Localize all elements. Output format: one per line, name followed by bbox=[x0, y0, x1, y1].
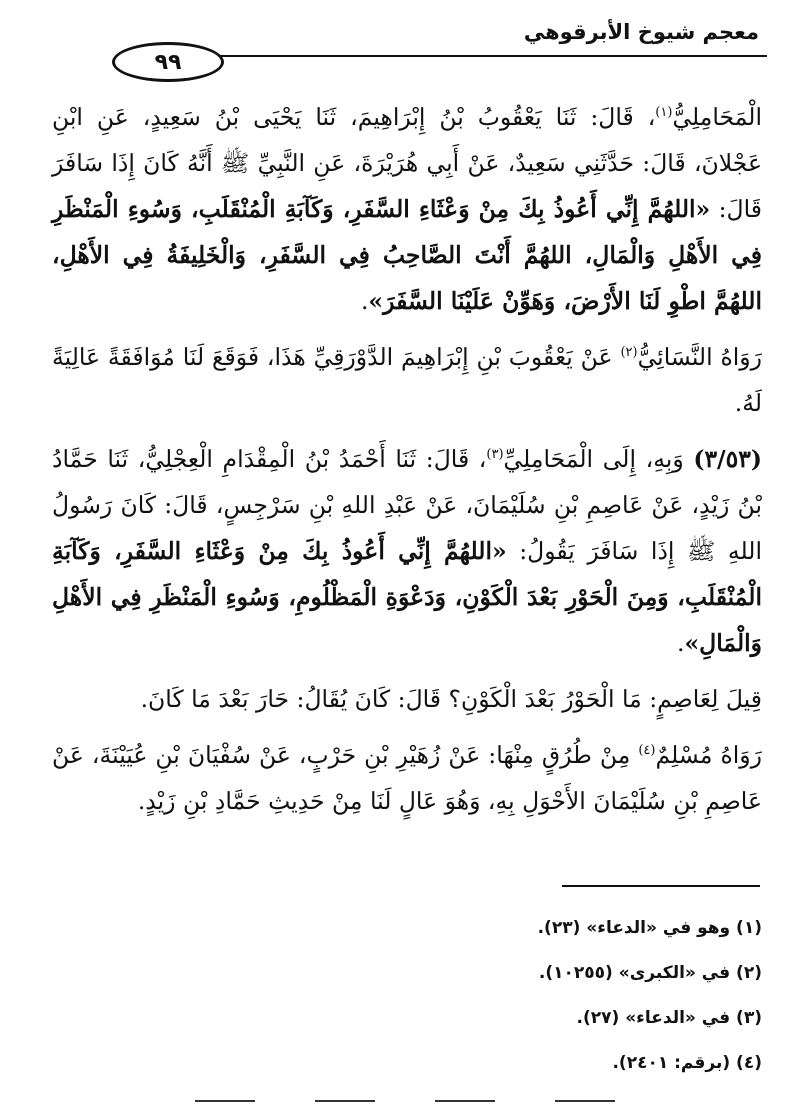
paragraph-3 bbox=[52, 436, 762, 666]
running-header bbox=[40, 12, 767, 75]
sentence-end: . bbox=[676, 629, 685, 657]
footnote-1: (١) وهو في «الدعاء» (٢٣). bbox=[537, 918, 762, 938]
book-title: معجم شيوخ الأبرقوهي bbox=[523, 20, 759, 44]
narrator-name: رَوَاهُ مُسْلِمٌ bbox=[655, 741, 762, 769]
footnote-ref-1: (١) bbox=[655, 105, 673, 121]
narrator-name: رَوَاهُ النَّسَائِيُّ bbox=[637, 343, 762, 371]
hadith-number: (٣/٥٣) bbox=[693, 445, 763, 473]
dash bbox=[315, 1100, 375, 1102]
footnote-ref-4: (٤) bbox=[638, 743, 656, 759]
paragraph-text: عَنْ يَعْقُوبَ بْنِ إِبْرَاهِيمَ الدَّوْرَقِيِّ هَذَا، فَوَقَعَ لَنَا مُوَافَقَةً عَالِيَةً لَهُ. bbox=[52, 343, 762, 417]
footnote-ref-3: (٣) bbox=[486, 447, 504, 463]
paragraph-1 bbox=[52, 94, 762, 324]
footnote-2: (٢) في «الكبرى» (١٠٢٥٥). bbox=[538, 963, 762, 983]
footnote-separator bbox=[562, 885, 760, 887]
paragraph-4 bbox=[52, 676, 762, 722]
sentence-end: . bbox=[360, 287, 369, 315]
page-number: ٩٩ bbox=[154, 49, 182, 75]
footnotes bbox=[380, 906, 762, 1086]
hadith-text: «اللهُمَّ إِنِّي أَعُوذُ بِكَ مِنْ وَعْثَاءِ السَّفَرِ، وَكَآبَةِ الْمُنْقَلَبِ، وَسُوءِ الْمَنْظَرِ فِي الأَهْلِ وَالْمَالِ، اللهُمَّ أَنْتَ الصَّاحِبُ فِي السَّفَرِ، وَالْخَلِيفَةُ فِي الأَهْلِ، اللهُمَّ اطْوِ لَنَا الأَرْضَ، وَهَوِّنْ عَلَيْنَا السَّفَرَ» bbox=[52, 195, 762, 315]
paragraph-2 bbox=[52, 334, 762, 426]
isnad-text: وَبِهِ، إِلَى الْمَحَامِلِيِّ bbox=[503, 445, 694, 473]
isnad-text: ، قَالَ: ثَنَا يَعْقُوبُ بْنُ إِبْرَاهِيمَ، ثَنَا يَحْيَى بْنُ سَعِيدٍ، عَنِ ابْنِ عَجْلانَ، قَالَ: حَدَّثَنِي سَعِيدٌ، عَنْ أَبِي هُرَيْرَةَ، عَنِ النَّبِيِّ ﷺ أَنَّهُ كَانَ إِذَا سَافَرَ قَالَ: bbox=[52, 103, 762, 223]
page-number-oval bbox=[112, 42, 224, 82]
hadith-text: «اللهُمَّ إِنِّي أَعُوذُ بِكَ مِنْ وَعْثَاءِ السَّفَرِ، وَكَآبَةِ الْمُنْقَلَبِ، وَمِنَ الْحَوْرِ بَعْدَ الْكَوْنِ، وَدَعْوَةِ الْمَظْلُومِ، وَسُوءِ الْمَنْظَرِ فِي الأَهْلِ وَالْمَالِ» bbox=[52, 537, 762, 657]
isnad-text: ، قَالَ: ثَنَا أَحْمَدُ بْنُ الْمِقْدَامِ الْعِجْلِيُّ، ثَنَا حَمَّادُ بْنُ زَيْدٍ، عَنْ عَاصِمِ بْنِ سُلَيْمَانَ، عَنْ عَبْدِ اللهِ بْنِ سَرْجِسٍ، قَالَ: كَانَ رَسُولُ اللهِ ﷺ إِذَا سَافَرَ يَقُولُ: bbox=[52, 445, 762, 565]
paragraph-text: مِنْ طُرُقٍ مِنْهَا: عَنْ زُهَيْرِ بْنِ حَرْبٍ، عَنْ سُفْيَانَ بْنِ عُيَيْنَةَ، عَنْ عَاصِمِ بْنِ سُلَيْمَانَ الأَحْوَلِ بِهِ، وَهُوَ عَالٍ لَنَا مِنْ حَدِيثِ حَمَّادِ بْنِ زَيْدٍ. bbox=[52, 741, 762, 815]
main-text bbox=[52, 94, 762, 834]
paragraph-5 bbox=[52, 732, 762, 824]
narrator-name: الْمَحَامِلِيُّ bbox=[672, 103, 762, 131]
bottom-decoration bbox=[195, 1100, 615, 1102]
footnote-4: (٤) (برقم: ٢٤٠١). bbox=[612, 1053, 762, 1073]
header-rule bbox=[190, 55, 767, 57]
paragraph-text: قِيلَ لِعَاصِمٍ: مَا الْحَوْرُ بَعْدَ الْكَوْنِ؟ قَالَ: كَانَ يُقَالُ: حَارَ بَعْدَ مَا كَانَ. bbox=[140, 685, 762, 713]
dash bbox=[195, 1100, 255, 1102]
dash bbox=[435, 1100, 495, 1102]
footnote-ref-2: (٢) bbox=[620, 345, 638, 361]
dash bbox=[555, 1100, 615, 1102]
footnote-3: (٣) في «الدعاء» (٢٧). bbox=[576, 1008, 762, 1028]
